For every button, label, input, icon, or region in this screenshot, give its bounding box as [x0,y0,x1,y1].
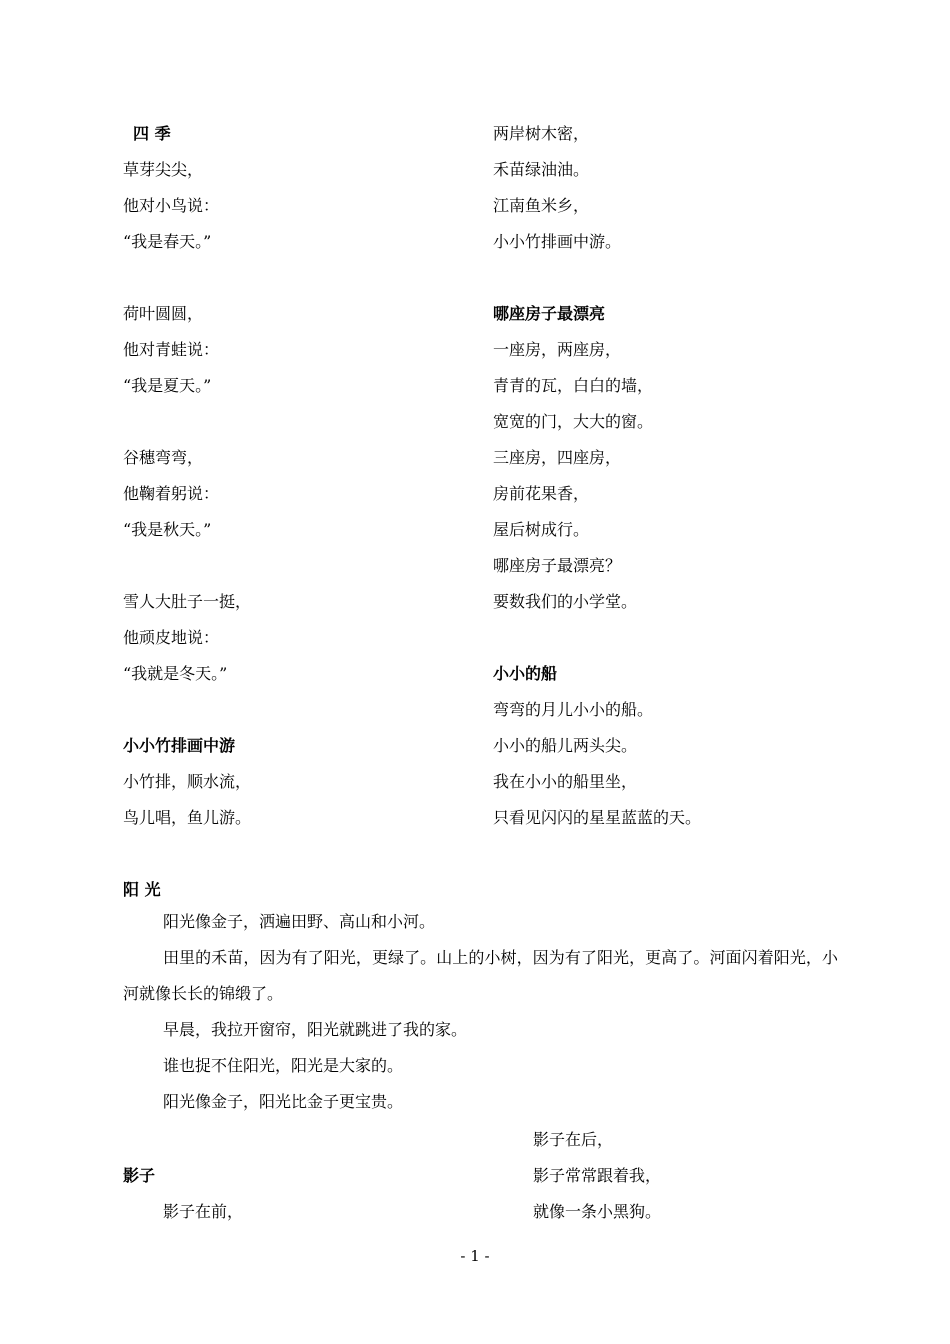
essay-paragraph: 阳光像金子，洒遍田野、高山和小河。 [163,912,436,931]
poem-line: 荷叶圆圆， [123,304,204,323]
poem-line: 屋后树成行。 [493,520,590,539]
essay-paragraph: 阳光像金子，阳光比金子更宝贵。 [163,1092,404,1111]
poem-line: 宽宽的门，大大的窗。 [493,412,654,431]
poem-title-little-boat: 小小的船 [493,664,558,683]
poem-line: 鸟儿唱，鱼儿游。 [123,808,252,827]
poem-line: 我在小小的船里坐， [493,772,638,791]
poem-line: “我是秋天。” [123,520,212,539]
poem-line: 小竹排，顺水流， [123,772,252,791]
essay-paragraph: 谁也捉不住阳光，阳光是大家的。 [163,1056,404,1075]
poem-line: 就像一条小黑狗。 [533,1202,662,1221]
poem-line: 只看见闪闪的星星蓝蓝的天。 [493,808,702,827]
poem-line: 草芽尖尖， [123,160,204,179]
poem-line: “我就是冬天。” [123,664,228,683]
poem-line: 青青的瓦，白白的墙， [493,376,654,395]
essay-paragraph: 早晨，我拉开窗帘，阳光就跳进了我的家。 [163,1020,468,1039]
poem-line: 房前花果香， [493,484,590,503]
essay-paragraph: 田里的禾苗，因为有了阳光，更绿了。山上的小树，因为有了阳光，更高了。河面闪着阳光，小河就像长长的锦缎了。 [123,948,838,1003]
poem-line: 他顽皮地说： [123,628,220,647]
poem-line: 他对小鸟说： [123,196,220,215]
poem-line: 禾苗绿油油。 [493,160,590,179]
poem-title-bamboo-raft: 小小竹排画中游 [123,736,236,755]
poem-line: 雪人大肚子一挺， [123,592,252,611]
poem-title-four-seasons: 四 季 [133,124,171,143]
poem-line: 他对青蛙说： [123,340,220,359]
poem-line: 小小的船儿两头尖。 [493,736,638,755]
poem-line: “我是春天。” [123,232,212,251]
poem-line: 三座房，四座房， [493,448,622,467]
poem-line: 江南鱼米乡， [493,196,590,215]
poem-line: 谷穗弯弯， [123,448,204,467]
poem-line: 两岸树木密， [493,124,590,143]
poem-title-prettiest-house: 哪座房子最漂亮 [493,304,606,323]
poem-line: 一座房，两座房， [493,340,622,359]
poem-line: 他鞠着躬说： [123,484,220,503]
poem-line: 影子在前， [163,1202,244,1221]
poem-line: 影子在后， [533,1130,614,1149]
poem-title-shadow: 影子 [123,1166,156,1185]
poem-line: 影子常常跟着我， [533,1166,662,1185]
poem-line: 要数我们的小学堂。 [493,592,638,611]
poem-line: 哪座房子最漂亮？ [493,556,622,575]
poem-line: 弯弯的月儿小小的船。 [493,700,654,719]
poem-line: 小小竹排画中游。 [493,232,622,251]
page-number: - 1 - [460,1247,490,1265]
poem-line: “我是夏天。” [123,376,212,395]
essay-title-sunshine: 阳 光 [123,880,161,899]
